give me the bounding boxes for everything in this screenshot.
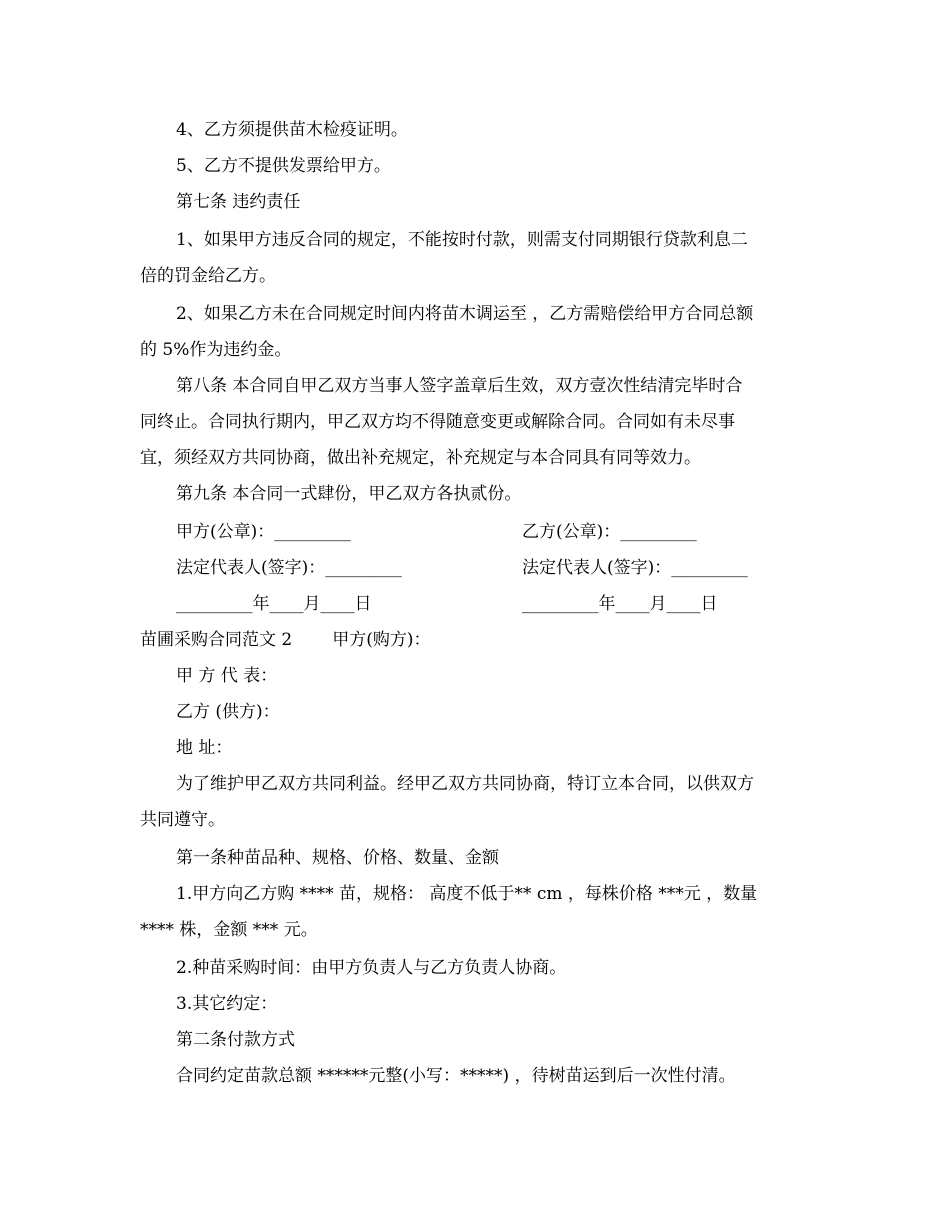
preamble-line-1: 为了维护甲乙双方共同利益。经甲乙双方共同协商，特订立本合同，以供双方 [176,774,754,794]
clause-7-item-1-line-1: 1、如果甲方违反合同的规定，不能按时付款，则需支付同期银行贷款利息二 [176,230,748,250]
address-label: 地 址： [176,738,233,758]
party-b-date-field: _________年____月____日 [522,594,718,614]
clause-7-item-1-line-2: 倍的罚金给乙方。 [140,266,276,286]
party-a-date-field: _________年____月____日 [176,594,372,614]
section-2-title: 苗圃采购合同范文 2 [140,630,293,650]
article-1-item-1-line-2: **** 株，金额 *** 元。 [140,920,318,940]
party-a-representative-label: 甲 方 代 表： [176,666,278,686]
party-a-seal-field: 甲方(公章)：_________ [176,522,351,542]
article-1-heading: 第一条种苗品种、规格、价格、数量、金额 [176,848,499,868]
article-1-item-1-line-1: 1.甲方向乙方购 **** 苗，规格： 高度不低于** cm ，每株价格 ***元 ，数量 [176,884,758,904]
article-1-item-3: 3.其它约定： [176,994,278,1014]
article-2-heading: 第二条付款方式 [176,1030,295,1050]
clause-8-line-3: 宜，须经双方共同协商，做出补充规定，补充规定与本合同具有同等效力。 [140,448,701,468]
section-2-title-row [140,622,840,658]
party-b-seal-field: 乙方(公章)：_________ [522,522,697,542]
clause-6-item-5: 5、乙方不提供发票给甲方。 [176,156,391,176]
clause-7-item-2-line-1: 2、如果乙方未在合同规定时间内将苗木调运至 ，乙方需赔偿给甲方合同总额 [176,304,754,324]
clause-7-heading: 第七条 违约责任 [176,192,301,212]
party-b-supplier-label: 乙方 (供方)： [176,702,280,722]
clause-7-item-2-line-2: 的 5%作为违约金。 [140,340,292,360]
clause-8-line-2: 同终止。合同执行期内，甲乙双方均不得随意变更或解除合同。合同如有未尽事 [140,412,735,432]
clause-8-line-1: 第八条 本合同自甲乙双方当事人签字盖章后生效，双方壹次性结清完毕时合 [176,376,743,396]
article-1-item-2: 2.种苗采购时间：由甲方负责人与乙方负责人协商。 [176,958,567,978]
party-a-buyer-label: 甲方(购方)： [332,630,431,650]
clause-9: 第九条 本合同一式肆份，甲乙双方各执贰份。 [176,484,522,504]
preamble-line-2: 共同遵守。 [140,810,225,830]
party-b-representative-field: 法定代表人(签字)：_________ [522,558,748,578]
clause-6-item-4: 4、乙方须提供苗木检疫证明。 [176,120,408,140]
party-a-representative-field: 法定代表人(签字)：_________ [176,558,402,578]
article-2-payment-text: 合同约定苗款总额 ******元整(小写：*****) ，待树苗运到后一次性付清。 [176,1066,736,1086]
